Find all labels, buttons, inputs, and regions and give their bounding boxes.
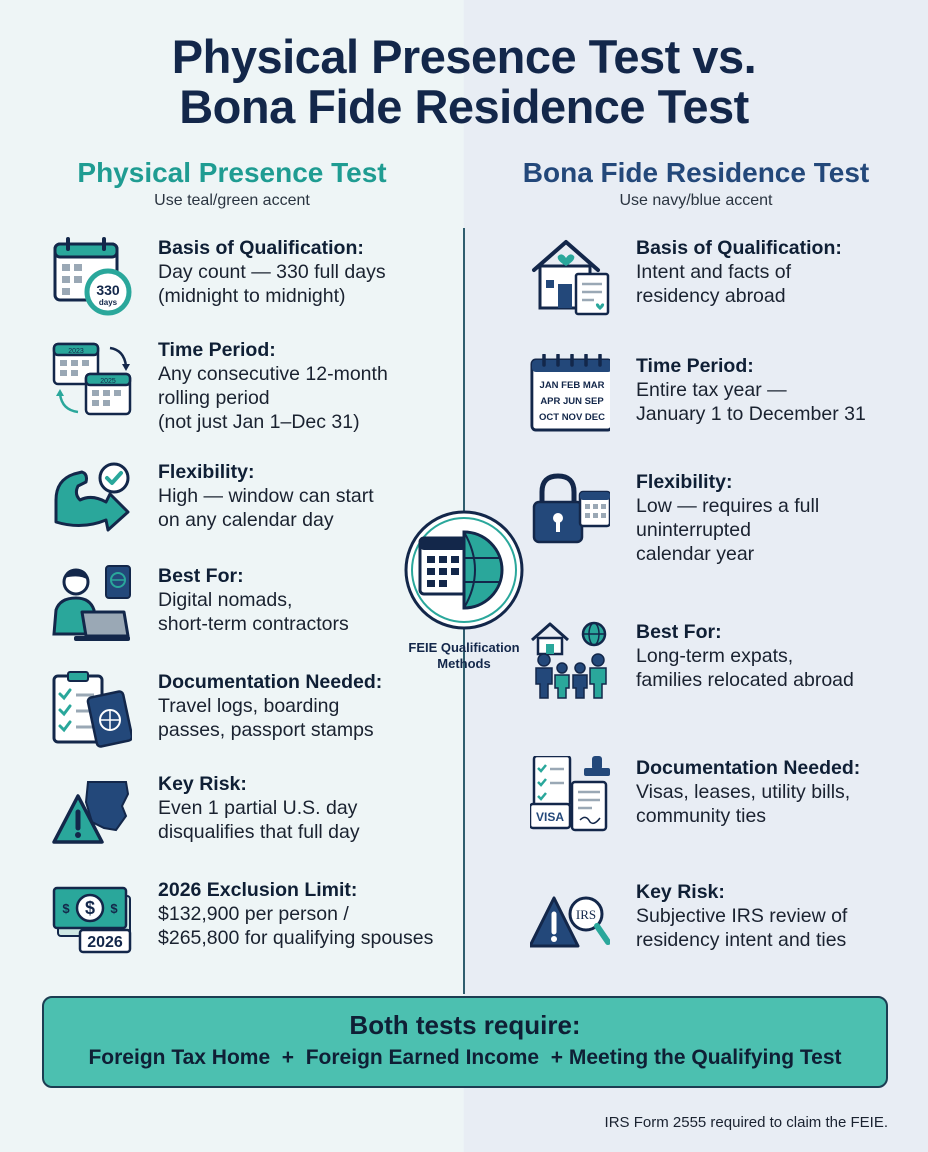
- item-label: Flexibility:: [636, 471, 733, 493]
- footer-note: IRS Form 2555 required to claim the FEIE.: [604, 1114, 888, 1131]
- item-value: Long-term expats, families relocated abroad: [636, 645, 854, 691]
- padlock-calendar-icon: [530, 470, 610, 550]
- badge-days: days: [98, 298, 118, 307]
- item-label: Key Risk:: [636, 881, 725, 903]
- left-column-header: [0, 156, 464, 210]
- family-globe-icon: [530, 620, 610, 700]
- title-line-1: Physical Presence Test vs.: [171, 30, 757, 83]
- flex-arm-check-icon: [52, 460, 132, 540]
- item-value: Subjective IRS review of residency intent and ties: [636, 905, 848, 951]
- svg-text:$: $: [110, 901, 118, 916]
- item-value: Digital nomads, short-term contractors: [158, 589, 349, 635]
- item-label: Time Period:: [158, 339, 276, 361]
- svg-text:$: $: [62, 901, 70, 916]
- item-label: Documentation Needed:: [636, 757, 861, 779]
- svg-text:$: $: [84, 898, 96, 918]
- months-calendar-icon: [530, 354, 610, 434]
- year-2023: 2023: [68, 348, 84, 355]
- requirements-heading: Both tests require:: [349, 1010, 581, 1040]
- item-label: Key Risk:: [158, 773, 247, 795]
- requirements-box: [42, 996, 888, 1088]
- rolling-calendars-icon: [52, 338, 132, 418]
- checklist-passport-icon: [52, 670, 132, 750]
- item-label: Basis of Qualification:: [158, 237, 364, 259]
- item-value: Even 1 partial U.S. day disqualifies that full day: [158, 797, 360, 843]
- house-document-icon: [530, 236, 610, 316]
- item-value: Any consecutive 12-month rolling period (not just Jan 1–Dec 31): [158, 363, 388, 433]
- item-label: Best For:: [636, 621, 722, 643]
- nomad-laptop-icon: [52, 564, 132, 644]
- item-label: Documentation Needed:: [158, 671, 383, 693]
- page-title: [0, 32, 928, 132]
- item-label: Basis of Qualification:: [636, 237, 842, 259]
- calendar-globe-icon: [402, 508, 526, 632]
- warning-irs-magnifier-icon: [530, 880, 610, 960]
- calendar-330-icon: [52, 236, 132, 316]
- warning-us-map-icon: [52, 772, 132, 852]
- item-value: Entire tax year — January 1 to December 31: [636, 379, 866, 425]
- badge-330: 330: [96, 282, 120, 298]
- year-2026: 2026: [87, 934, 123, 951]
- visa-badge: VISA: [535, 810, 565, 824]
- months-row-1: JAN FEB MAR: [539, 380, 605, 391]
- right-subheading: Use navy/blue accent: [619, 192, 773, 209]
- left-subheading: Use teal/green accent: [154, 192, 310, 209]
- item-value: Low — requires a full uninterrupted calendar year: [636, 495, 820, 565]
- center-label: FEIE Qualification Methods: [408, 640, 520, 671]
- item-value: $132,900 per person / $265,800 for qualifying spouses: [158, 903, 434, 949]
- right-heading: Bona Fide Residence Test: [522, 157, 870, 188]
- requirements-list: Foreign Tax Home + Foreign Earned Income + Meeting the Qualifying Test: [88, 1046, 842, 1069]
- item-label: 2026 Exclusion Limit:: [158, 879, 358, 901]
- money-2026-icon: [52, 878, 132, 958]
- item-value: High — window can start on any calendar day: [158, 485, 374, 531]
- item-value: Travel logs, boarding passes, passport stamps: [158, 695, 374, 741]
- item-value: Day count — 330 full days (midnight to midnight): [158, 261, 386, 307]
- right-column-header: [464, 156, 928, 210]
- irs-badge: IRS: [575, 907, 597, 922]
- item-value: Visas, leases, utility bills, community ties: [636, 781, 851, 827]
- item-label: Flexibility:: [158, 461, 255, 483]
- visa-documents-icon: [530, 756, 610, 836]
- months-row-3: OCT NOV DEC: [539, 412, 605, 423]
- months-row-2: APR JUN SEP: [540, 396, 604, 407]
- title-line-2: Bona Fide Residence Test: [179, 80, 749, 133]
- year-2025: 2025: [100, 378, 116, 385]
- item-label: Time Period:: [636, 355, 754, 377]
- item-label: Best For:: [158, 565, 244, 587]
- item-value: Intent and facts of residency abroad: [636, 261, 792, 307]
- left-heading: Physical Presence Test: [77, 157, 387, 188]
